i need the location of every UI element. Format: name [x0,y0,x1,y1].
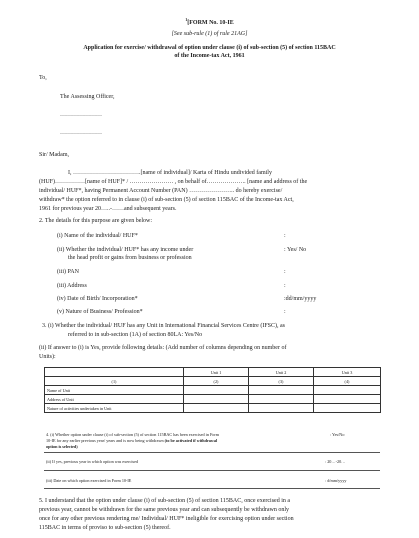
section3-line2: referred to in sub-section (1A) of section 80LA: Yes/No [68,332,203,338]
details-intro: 2. The details for this purpose are given below: [39,218,153,224]
unit-cell [249,404,314,413]
detail-nature-value: : [284,309,286,315]
unit-cell [184,404,249,413]
unit-cell [314,395,381,404]
title-footnote-mark: 1 [185,17,188,22]
detail-address-label: (iii) Address [57,283,87,289]
section5-line2: previous year, cannot be withdrawn for the same previous year and can subsequently be withdrawn only [39,507,290,513]
para1-line1: I, …………………………….[name of individual]/ Karta of Hindu undivided family [68,170,272,176]
section4-line3: option is selected) [46,444,78,449]
unit-row-name-label: Name of Unit [45,386,184,395]
to-label: To, [39,75,47,81]
detail-dob-value: :dd/mm/yyyy [284,296,317,302]
section4-q2: (ii) If yes, previous year in which option was exercised [46,459,139,464]
unit-cell [314,386,381,395]
address-dots-1: ………………… [60,112,102,118]
detail-pan-value: : [284,269,286,275]
detail-business-income-value: : Yes/ No [284,247,307,253]
para1-line4: withdraw* the option referred to in clause (i) of sub-section (5) of section 115BAC of the Income-tax Act, [39,197,294,203]
unit-cell [249,386,314,395]
section4-q2-value: : 20…-20… [325,459,346,464]
unit-header-1: Unit 1 [184,368,249,377]
unit-cell [184,395,249,404]
section5-line4: 115BAC in terms of proviso to sub-section (5) thereof. [39,525,171,531]
detail-address-value: : [284,283,286,289]
salutation: Sir/ Madam, [39,152,69,158]
detail-business-income-label: (ii) Whether the individual/ HUF* has any income under [57,247,194,253]
unit-cell [249,395,314,404]
unit-row-nature-label: Nature of activities undertaken in Unit [45,404,184,413]
section4-line2 [46,438,217,444]
section5-line3: once for any other previous rendering me/ Individual/ HUF* ineligible for exercising option under section [39,516,294,522]
section4-line2-note: (to be activated if withdrawal [164,438,218,443]
unit-header-blank [45,368,184,377]
unit-col-number-4: (4) [314,377,381,386]
detail-nature-label: (v) Nature of Business/ Profession* [57,309,143,315]
form-title-text: [FORM No. 10-IE [187,20,234,26]
section3-line4: Units): [39,354,56,360]
unit-table-number-row [45,377,381,386]
detail-name-value: : [284,233,286,239]
unit-row-address-label: Address of Unit [45,395,184,404]
para1-line2: (HUF)……………[name of HUF]* / …………………. , on behalf of……………….. [name and address of the [39,179,308,185]
table-row [45,404,381,413]
section4-q3-value: : d/mm/yyyy [325,478,347,483]
unit-col-number-2: (2) [184,377,249,386]
para1-line3: individual/ HUF*, having Permanent Account Number (PAN) ………………….. do hereby exercise/ [39,188,283,194]
section3-line3: (ii) If answer to (i) is Yes, provide following details: (Add number of columns depending on number of [39,345,287,351]
form-subtitle: [See sub-rule (1) of rule 21AG] [171,31,248,37]
officer-label: The Assessing Officer, [60,94,115,100]
section5-line1: 5. I understand that the option under clause (i) of sub-section (5) of section 115BAC, once exercised in a [39,498,291,504]
section4-q3: (iii) Date on which option exercised in Form 10-IE [46,478,132,483]
unit-cell [314,404,381,413]
section4-divider-1 [44,452,380,453]
unit-table-header-row [45,368,381,377]
table-row [45,395,381,404]
table-row [45,386,381,395]
section3-line1: 3. (i) Whether the individual/ HUF has any Unit in International Financial Services Centre (IFSC), as [42,323,286,329]
section4-line2-text: 10-IE for any earlier previous year/ years and is now being withdrawn [46,438,165,443]
section4-divider-2 [44,470,380,471]
form-title [0,19,419,27]
form-heading-line1: Application for exercise/ withdrawal of option under clause (i) of sub-section (5) of section 115BAC [83,45,336,51]
detail-name-label: (i) Name of the individual/ HUF* [57,233,138,239]
unit-col-number-3: (3) [249,377,314,386]
unit-table [44,367,381,413]
para1-line5: 1961 for previous year 20…..-……and subsequent years. [39,206,177,212]
detail-business-income-label-cont: the head profit or gains from business or profession [68,255,192,261]
unit-header-3: Unit 3 [314,368,381,377]
detail-dob-label: (iv) Date of Birth/ Incorporation* [57,296,138,302]
section4-line1: 4. (i) Whether option under clause (i) of sub-section (5) of section 115BAC has been exercised in Form [46,432,220,437]
unit-cell [184,386,249,395]
address-dots-2: ………………… [60,130,102,136]
section4-line1-value: : Yes/No [330,432,345,437]
detail-pan-label: (iii) PAN [57,269,79,275]
section4-divider-3 [44,488,380,489]
unit-header-2: Unit 2 [249,368,314,377]
form-heading-line2: of the Income-tax Act, 1961 [174,53,245,59]
unit-col-number-1: (1) [45,377,184,386]
